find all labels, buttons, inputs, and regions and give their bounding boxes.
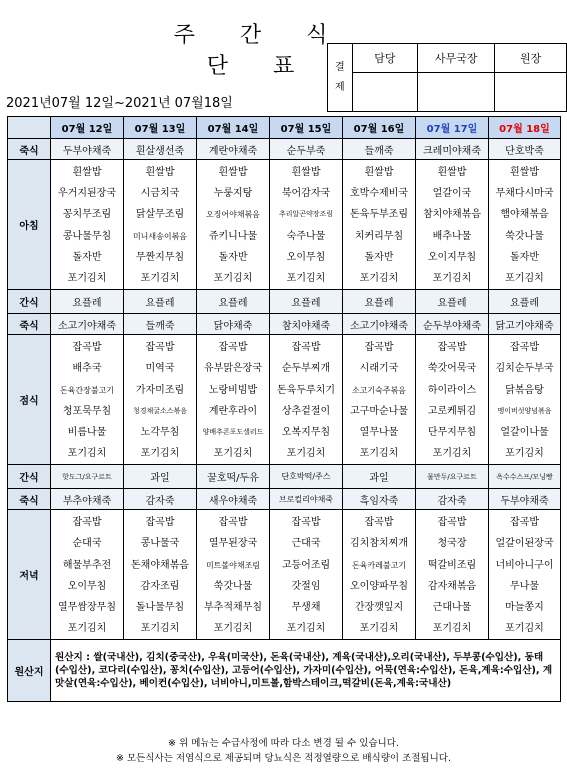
menu-item: 돈육두부조림 <box>350 209 408 221</box>
menu-item: 오이무침 <box>67 580 107 592</box>
menu-item: 포기김치 <box>505 272 544 284</box>
menu-item: 돈육두루치기 <box>277 384 335 396</box>
dinner-row <box>8 510 561 640</box>
menu-item: 과일 <box>343 465 416 489</box>
day-menu-cell <box>343 510 416 640</box>
menu-item: 돌자반 <box>218 251 248 263</box>
menu-item: 돌자반 <box>72 251 102 263</box>
menu-item: 포기김치 <box>140 448 180 460</box>
menu-item: 순두부찌개 <box>281 363 331 375</box>
menu-item: 흑임자죽 <box>343 489 416 510</box>
menu-item: 들깨죽 <box>124 314 197 335</box>
day-menu-cell <box>270 510 343 640</box>
menu-item: 잡곡밥 <box>218 517 248 529</box>
menu-item: 닭고기야채죽 <box>489 314 561 335</box>
menu-item: 잡곡밥 <box>510 342 539 354</box>
menu-item: 닭야채죽 <box>197 314 270 335</box>
menu-item: 잡곡밥 <box>218 342 248 354</box>
day-menu-cell <box>197 335 270 465</box>
menu-item: 참치야채볶음 <box>423 209 481 221</box>
menu-item: 청경채굴소스볶음 <box>132 406 188 415</box>
menu-item: 옥수수스프/모닝빵 <box>489 465 561 489</box>
menu-item: 쑥갓나물 <box>505 230 544 242</box>
meal-label: 간식 <box>8 290 51 314</box>
day-header: 07월 13일 <box>124 117 197 139</box>
menu-item: 과일 <box>124 465 197 489</box>
meal-label: 간식 <box>8 465 51 489</box>
menu-item: 단무지무침 <box>427 426 477 438</box>
menu-item: 포기김치 <box>286 448 326 460</box>
menu-item: 미니새송이볶음 <box>132 231 188 241</box>
menu-item: 감자조림 <box>140 580 180 592</box>
menu-item: 열무된장국 <box>208 538 258 550</box>
menu-item: 고등어조림 <box>281 559 331 571</box>
menu-item: 크레미야채죽 <box>416 139 489 160</box>
day-menu-cell <box>489 510 561 640</box>
menu-item: 흰쌀밥 <box>364 167 394 178</box>
menu-item: 열무쌈장무침 <box>58 602 116 613</box>
day-menu-cell <box>51 335 124 465</box>
menu-item: 요플레 <box>416 290 489 314</box>
menu-item: 무생채 <box>291 602 321 613</box>
menu-item: 근대나물 <box>432 602 472 613</box>
menu-item: 근대국 <box>291 538 321 550</box>
menu-item: 가자미조림 <box>135 384 185 396</box>
dinner-porridge-row <box>8 489 561 510</box>
menu-item: 돈육카레불고기 <box>351 560 407 570</box>
approval-sign-director <box>495 72 567 111</box>
menu-item: 소고기숙주볶음 <box>351 385 407 395</box>
day-menu-cell <box>197 160 270 290</box>
menu-item: 닭살무조림 <box>135 209 185 221</box>
menu-item: 청국장 <box>437 538 467 550</box>
menu-item: 순두부죽 <box>270 139 343 160</box>
day-menu-cell <box>416 335 489 465</box>
menu-item: 쑥갓나물 <box>213 580 253 592</box>
day-header-sunday: 07월 18일 <box>489 117 561 139</box>
menu-item: 우거지된장국 <box>58 188 116 200</box>
menu-item: 추리알곤약장조림 <box>278 210 334 219</box>
menu-item: 고로케튀김 <box>427 405 477 417</box>
menu-item: 꿀호떡/두유 <box>197 465 270 489</box>
menu-item: 누룽지탕 <box>213 188 253 200</box>
menu-item: 상추겉절이 <box>281 405 331 417</box>
menu-item: 포기김치 <box>432 448 472 460</box>
menu-item: 김치참치찌개 <box>350 538 408 550</box>
menu-item: 잡곡밥 <box>145 342 175 354</box>
menu-item: 오이무침 <box>286 251 326 263</box>
menu-item: 요플레 <box>489 290 561 314</box>
menu-item: 잡곡밥 <box>437 517 467 529</box>
lunch-porridge-row <box>8 314 561 335</box>
menu-item: 쥬키니나물 <box>208 230 258 242</box>
menu-item: 포기김치 <box>286 623 326 635</box>
menu-item: 콩나물무침 <box>62 230 112 242</box>
menu-item: 잡곡밥 <box>145 517 175 529</box>
origin-label: 원산지 <box>8 640 51 702</box>
menu-item: 너비아니구이 <box>495 559 554 571</box>
menu-item: 포기김치 <box>67 448 107 460</box>
day-header: 07월 14일 <box>197 117 270 139</box>
day-menu-cell <box>416 510 489 640</box>
menu-item: 새우야채죽 <box>197 489 270 510</box>
day-menu-cell <box>197 510 270 640</box>
menu-item: 맹이버섯양념볶음 <box>497 406 552 415</box>
menu-item: 무짠지무침 <box>135 251 185 263</box>
menu-item: 흰쌀밥 <box>145 167 175 178</box>
menu-item: 감자채볶음 <box>427 580 477 592</box>
menu-item: 얼갈이나물 <box>500 426 549 438</box>
note-low-salt: ※ 모든식사는 저염식으로 제공되며 당뇨식은 적정열량으로 배식량이 조절됩니다. <box>116 753 451 764</box>
page-title: 주 간 식 단 표 <box>173 23 347 79</box>
menu-item: 물만두/요구르트 <box>416 465 489 489</box>
menu-item: 돌자반 <box>510 251 539 263</box>
menu-item: 오징어야채볶음 <box>205 210 261 220</box>
menu-item: 고구마순나물 <box>350 405 408 417</box>
menu-item: 미역국 <box>145 363 175 375</box>
menu-item: 포기김치 <box>67 623 107 635</box>
weekly-menu-table <box>7 116 561 702</box>
menu-item: 단호박죽 <box>489 139 561 160</box>
corner-cell <box>8 117 51 139</box>
menu-item: 핫도그/요구르트 <box>51 465 124 489</box>
menu-item: 해물부추전 <box>62 559 112 571</box>
day-menu-cell <box>270 160 343 290</box>
menu-item: 요플레 <box>343 290 416 314</box>
menu-item: 들깨죽 <box>343 139 416 160</box>
menu-item: 잡곡밥 <box>291 517 321 529</box>
day-menu-cell <box>270 335 343 465</box>
menu-item: 꽁치무조림 <box>62 209 112 221</box>
approval-sign-manager <box>352 72 417 111</box>
menu-item: 비름나물 <box>67 426 107 438</box>
menu-item: 간장깻잎지 <box>354 602 404 613</box>
menu-item: 감자죽 <box>124 489 197 510</box>
menu-item: 잡곡밥 <box>510 517 539 529</box>
menu-item: 양배추콘포도샐러드 <box>202 427 264 436</box>
menu-item: 포기김치 <box>67 272 107 284</box>
menu-item: 노랑비빔밥 <box>208 384 258 396</box>
menu-item: 계란야채죽 <box>197 139 270 160</box>
lunch-row <box>8 335 561 465</box>
approval-col-director: 원장 <box>495 44 567 73</box>
day-menu-cell <box>489 335 561 465</box>
menu-item: 무나물 <box>510 580 539 592</box>
day-menu-cell <box>416 160 489 290</box>
breakfast-row <box>8 160 561 290</box>
menu-item: 시래기국 <box>359 363 399 375</box>
meal-label: 저녁 <box>8 510 51 640</box>
menu-item: 노각무침 <box>140 426 180 438</box>
menu-item: 두부야채죽 <box>51 139 124 160</box>
approval-col-manager: 담당 <box>352 44 417 73</box>
menu-item: 포기김치 <box>213 448 253 460</box>
approval-label: 결 제 <box>328 44 353 112</box>
menu-item: 포기김치 <box>140 623 180 635</box>
day-menu-cell <box>124 335 197 465</box>
menu-item: 계란후라이 <box>208 405 258 417</box>
menu-item: 포기김치 <box>505 623 544 635</box>
menu-item: 오이양파무침 <box>350 580 408 592</box>
menu-item: 치커리무침 <box>354 230 404 242</box>
day-menu-cell <box>51 160 124 290</box>
menu-item: 흰쌀밥 <box>291 167 321 178</box>
day-header-saturday: 07월 17일 <box>416 117 489 139</box>
meal-label: 아침 <box>8 160 51 290</box>
menu-item: 잡곡밥 <box>72 342 102 354</box>
menu-item: 순대국 <box>72 538 102 550</box>
menu-item: 포기김치 <box>359 272 399 284</box>
menu-item: 얼갈이된장국 <box>495 538 554 550</box>
menu-item: 브로컬리야채죽 <box>270 489 343 510</box>
menu-item: 포기김치 <box>213 272 253 284</box>
menu-item: 포기김치 <box>359 623 399 635</box>
menu-item: 호박수제비국 <box>350 188 408 200</box>
menu-item: 쑥갓어묵국 <box>427 363 477 375</box>
day-menu-cell <box>124 160 197 290</box>
menu-item: 하이라이스 <box>427 384 477 396</box>
menu-item: 잡곡밥 <box>364 517 394 529</box>
menu-item: 돈채야채볶음 <box>131 559 189 571</box>
menu-item: 김치순두부국 <box>495 363 554 375</box>
menu-item: 두부야채죽 <box>489 489 561 510</box>
menu-item: 포기김치 <box>505 448 544 460</box>
menu-item: 흰쌀밥 <box>510 167 539 178</box>
morning-snack-row <box>8 290 561 314</box>
menu-item: 잡곡밥 <box>72 517 102 529</box>
date-header-row <box>8 117 561 139</box>
menu-item: 포기김치 <box>140 272 180 284</box>
menu-item: 열무나물 <box>359 426 399 438</box>
menu-item: 무채다시마국 <box>495 188 554 200</box>
meal-label: 점식 <box>8 335 51 465</box>
menu-item: 닭볶음탕 <box>505 384 544 396</box>
afternoon-snack-row <box>8 465 561 489</box>
menu-item: 돌나물무침 <box>135 602 185 613</box>
menu-item: 배추나물 <box>432 230 472 242</box>
origin-text: 원산지 : 쌀(국내산), 김치(중국산), 우육(미국산), 돈육(국내산), 계육(국내산),오리(국내산), 두부콩(수입산), 동태(수입산), 코다리(수입산), 꽁치(수입산), 고등어(수입산), 가자미(수입산), 어묵(연육:수입산), 돈육,계육:수입산), 계맛살(연육:수입산), 베이컨(수입산), 너비아니,미트볼,함박스테이크,떡갈비(돈육,계육:국내산) <box>51 640 561 702</box>
menu-item: 흰살생선죽 <box>124 139 197 160</box>
menu-item: 단호박떡/주스 <box>270 465 343 489</box>
day-menu-cell <box>124 510 197 640</box>
menu-item: 소고기야채죽 <box>51 314 124 335</box>
menu-item: 참치야채죽 <box>270 314 343 335</box>
note-menu-change: ※ 위 메뉴는 수급사정에 따라 다소 변경 될 수 있습니다. <box>168 738 399 749</box>
day-header: 07월 15일 <box>270 117 343 139</box>
menu-item: 시금치국 <box>140 188 180 200</box>
menu-item: 얼갈이국 <box>432 188 472 200</box>
morning-porridge-row <box>8 139 561 160</box>
day-menu-cell <box>343 160 416 290</box>
menu-item: 마늘쫑지 <box>505 602 544 613</box>
day-header: 07월 12일 <box>51 117 124 139</box>
menu-item: 오이지무침 <box>427 251 477 263</box>
meal-label: 죽식 <box>8 139 51 160</box>
menu-item: 북어감자국 <box>281 188 331 200</box>
menu-item: 미트볼야채조림 <box>205 560 261 570</box>
menu-item: 부추적채무침 <box>204 602 262 613</box>
menu-item: 포기김치 <box>432 272 472 284</box>
menu-item: 감자죽 <box>416 489 489 510</box>
menu-item: 요플레 <box>197 290 270 314</box>
menu-item: 흰쌀밥 <box>437 167 467 178</box>
menu-item: 포기김치 <box>432 623 472 635</box>
menu-item: 요플레 <box>51 290 124 314</box>
menu-item: 햄야채볶음 <box>500 209 549 221</box>
day-menu-cell <box>489 160 561 290</box>
meal-label: 죽식 <box>8 489 51 510</box>
menu-item: 유부맑은장국 <box>204 363 262 375</box>
meal-label: 죽식 <box>8 314 51 335</box>
menu-item: 오복지무침 <box>281 426 331 438</box>
day-header: 07월 16일 <box>343 117 416 139</box>
menu-item: 잡곡밥 <box>364 342 394 354</box>
menu-item: 요플레 <box>270 290 343 314</box>
menu-item: 요플레 <box>124 290 197 314</box>
day-menu-cell <box>343 335 416 465</box>
menu-item: 포기김치 <box>213 623 253 635</box>
menu-item: 순두부야채죽 <box>416 314 489 335</box>
menu-item: 흰쌀밥 <box>218 167 248 178</box>
menu-item: 흰쌀밥 <box>72 167 102 178</box>
menu-period: 2021년07월 12일~2021년 07월18일 <box>6 96 233 111</box>
menu-item: 소고기야채죽 <box>343 314 416 335</box>
menu-item: 청포묵무침 <box>62 405 112 417</box>
menu-item: 숙주나물 <box>286 230 326 242</box>
approval-box <box>327 43 567 112</box>
origin-row <box>8 640 561 702</box>
menu-item: 부추야채죽 <box>51 489 124 510</box>
approval-sign-secretary <box>418 72 495 111</box>
menu-item: 콩나물국 <box>140 538 180 550</box>
menu-item: 포기김치 <box>359 448 399 460</box>
menu-item: 돈육간장불고기 <box>59 385 115 395</box>
menu-item: 잡곡밥 <box>437 342 467 354</box>
menu-item: 돌자반 <box>364 251 394 263</box>
menu-item: 잡곡밥 <box>291 342 321 354</box>
menu-item: 갓절임 <box>291 580 321 592</box>
menu-item: 떡갈비조림 <box>427 559 477 571</box>
menu-item: 배추국 <box>72 363 102 375</box>
menu-item: 포기김치 <box>286 272 326 284</box>
day-menu-cell <box>51 510 124 640</box>
approval-col-secretary: 사무국장 <box>418 44 495 73</box>
